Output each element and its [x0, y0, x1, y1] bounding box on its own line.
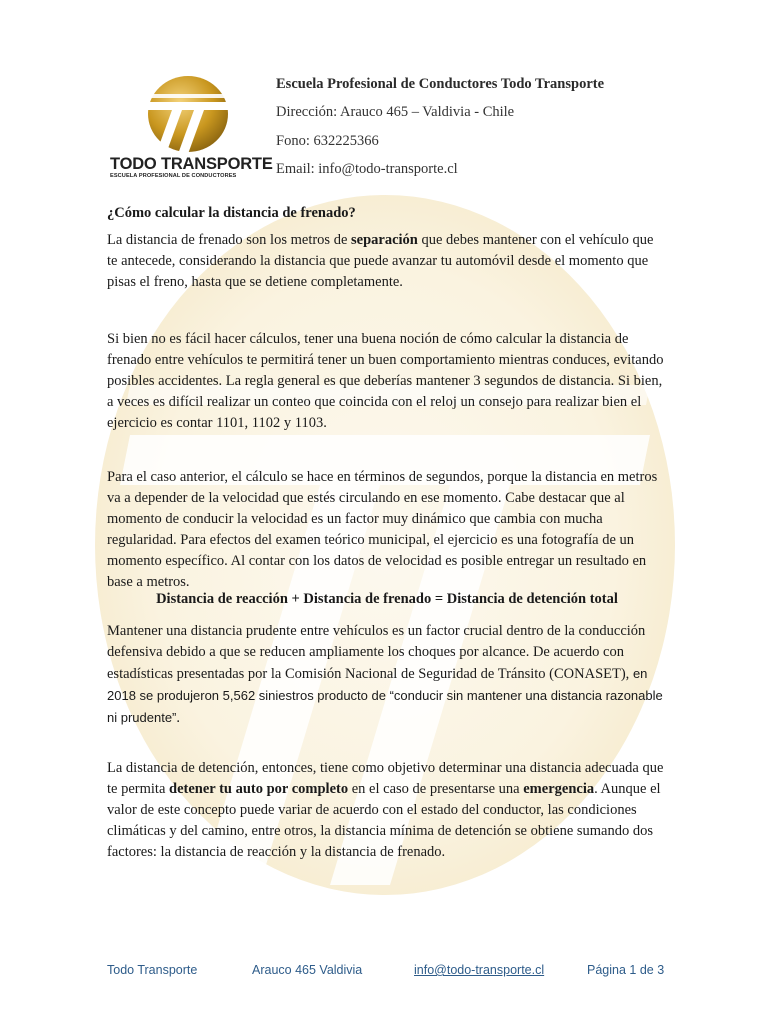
formula-line: Distancia de reacción + Distancia de frenado = Distancia de detención total	[156, 591, 618, 607]
school-name: Escuela Profesional de Conductores Todo Transporte	[276, 76, 605, 92]
paragraph-4	[107, 621, 667, 729]
paragraph-1-text-a: La distancia de frenado son los metros de	[107, 232, 352, 248]
paragraph-4-quote: en 2018 se produjeron 5,562 siniestros producto de “conducir sin mantener una distancia razonable ni prudente”	[107, 666, 663, 725]
paragraph-4-text-a: Mantener una distancia prudente entre vehículos es un factor crucial dentro de la conducción defensiva debido a que se reducen ampliamente los choques por alcance. De acuerdo con estadísticas presentadas por la Comisión Nacional de Seguridad de Tránsito (CONASET),	[107, 623, 646, 682]
footer-address: Arauco 465 Valdivia	[252, 963, 363, 977]
paragraph-1-bold-separacion: separación	[351, 232, 418, 248]
header-phone: Fono: 632225366	[276, 133, 379, 149]
paragraph-5-bold-detener: detener tu auto por completo	[169, 781, 349, 797]
logo-subtitle: ESCUELA PROFESIONAL DE CONDUCTORES	[110, 173, 237, 179]
paragraph-3: Para el caso anterior, el cálculo se hace en términos de segundos, porque la distancia en metros va a depender de la velocidad que estés circulando en ese momento. Cabe destacar que al momento de conducir la velocidad es un factor muy dinámico que cambia con mucha regularidad. Para efectos del examen teórico municipal, el ejercicio es una fotografía de un momento específico. Al contar con los datos de velocidad es posible entregar un resultado en base a metros.	[107, 469, 658, 590]
paragraph-2: Si bien no es fácil hacer cálculos, tener una buena noción de cómo calcular la distancia de frenado entre vehículos te permitirá tener un buen comportamiento mientras conduces, evitando posibles accidentes. La regla general es que deberías mantener 3 segundos de distancia. Si bien, a veces es difícil realizar un conteo que coincida con el reloj un consejo para realizar bien el ejercicio es contar 1101, 1102 y 1103.	[107, 331, 664, 431]
paragraph-5-bold-emergencia: emergencia	[523, 781, 595, 797]
paragraph-1	[107, 230, 667, 293]
paragraph-5-text-c: en el caso de presentarse una	[348, 781, 524, 797]
footer-page-number: Página 1 de 3	[587, 963, 665, 977]
paragraph-5	[107, 758, 667, 863]
header-address: Dirección: Arauco 465 – Valdivia - Chile	[276, 104, 515, 120]
header-email[interactable]: Email: info@todo-transporte.cl	[276, 161, 458, 177]
section-heading: ¿Cómo calcular la distancia de frenado?	[107, 205, 356, 221]
paragraph-4-text-c: .	[176, 710, 181, 726]
paragraph-1-text-c: que debes mantener con el vehículo que te antecede, considerando la distancia que puede avanzar tu automóvil desde el momento que pisas el freno, hasta que se detiene completamente.	[107, 232, 654, 290]
paragraph-5-text-e: . Aunque el valor de este concepto puede variar de acuerdo con el estado del conductor, las condiciones climáticas y del camino, entre otros, la distancia mínima de detención se obtiene sumando dos factores: la distancia de reacción y la distancia de frenado.	[107, 781, 661, 860]
logo-title: TODO TRANSPORTE	[110, 155, 273, 173]
footer-company: Todo Transporte	[107, 963, 198, 977]
footer-email-link[interactable]: info@todo-transporte.cl	[414, 963, 545, 977]
paragraph-5-text-a: La distancia de detención, entonces, tiene como objetivo determinar una distancia adecuada que te permita	[107, 760, 664, 797]
